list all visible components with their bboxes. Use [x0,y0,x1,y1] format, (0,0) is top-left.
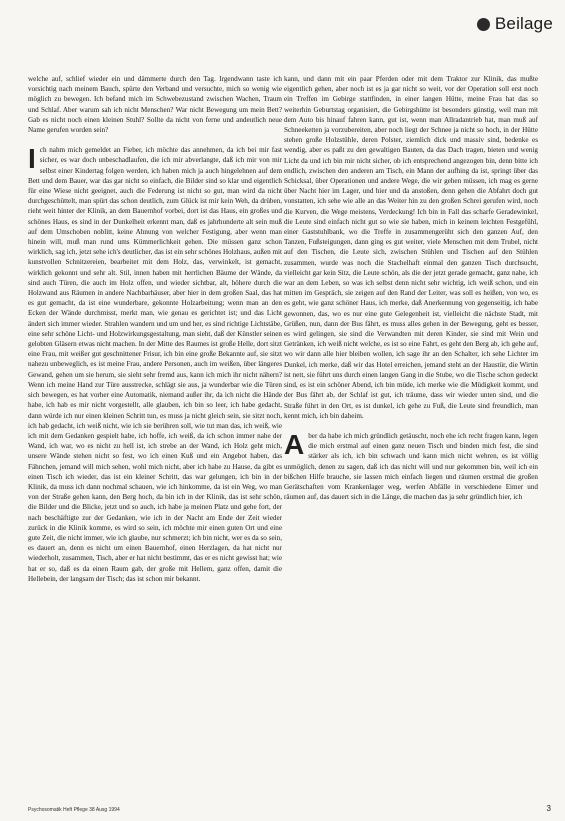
left-paragraph-2-text: ch nahm mich gemeldet an Fieber, ich möchte das annehmen, da ich bei mir fast sicher, es war doch unbeschadlaufen, die ich mir abverlangte, daß ich mir von mir selbst einer Kindertag folgen werden, ich haben mich ja auch hingelehnen auf dem Bett und dem Bauer, war das gar nicht so einfach, die Bilder sind so klar und eigentlich für eine Wiese nicht geeignet, auch die Federung ist nicht so gut, man wird da nicht durchgeschüttelt, man spürt das schon deutlich, zum Glück ist mir kein Weh, da drüben, rieht weit hinter der Klinik, an dem Bauernhof vorbei, dort ist das Haus, ein großes und schönes Haus, es sind in der Dunkelheit erkennt man, daß es jahrhunderte alt sein muß auf dem Umschoben noblitt, keine Ahnung von welcher Festigung, aber wenn man hinein will, muß man rund ums Kümmerlichkeit gehen. Die müssen ganz schon wirklich, sag ich, jetzt sehe ich's deutlicher, das ist ein sehr schönes Holzhaus, außen mit kunstvollen Schnitzereien, bearbeitet mit dem Holz, das, verwinkelt, ist gemacht, wirklich gekonnt und sehr alt. Stil, innen haben mit herrlichen Bäume der Wände, da sind auch Türen, die auch im Holz offen, und wieder sichtbar, alt, höhere durch die Holzwand aus Räumen in andere Nachbarhäuser, aber hier in dem großen Saal, das hat es gut gemacht, da ist eine wunderbare, gekonnte Holzarbeitung; wenn man an den Ecken der Wände durchmisst, merkt man, wie genau es gerichtet ist; und das Licht ändert sich immer wieder. Strahlen wandern und um und her, es sind richtige Lichtstäbe, eine sehr schöne Licht- und Holzwirkungsgestaltung, man sieht, daß der Künstler seinen gelobten Gläsern etwas nicht machen. In der Mitte des Raumes ist große Helle, dort sitzt eine Frau, mit weißer gut geschnittener Frisur, ich bin eine große Bekannte auf, sie sitzt nahezu unbeweglich, es ist meine Frau, andere Personen, auch im weißen, über längeres Gewand, gehen um sie herum, sie sieht sehr fremd aus, kann ich mich ihr nicht nähern? Wenn ich meine Hand zur Türe ausstrecke, schlägt sie aus, ja wunderbar wie die Türen sich bewegen, es hat vorher eine Automatik, niemand außer ihr, da ich nicht die Hände habe, ich hab es mir nicht vorgestellt, alle glauben, ich bin so leer, ich habe gedacht, dann würde ich nur einen kleinen Schritt tun, es muss ja nicht gleich sein, sie sitzt noch, ich hab gedacht, ich weiß nicht, wie ich sie berühren soll, wie tut man das, ich weiß, wie ich mit dem Gedanken gespielt habe, ich hoffe, ich weiß, da ich schon immer nahe der Wand, ich war, wo es nicht zu hell ist, ich strebe an der Wand, ich Holz geht mich, unsere Wände stehen nicht so fest, wo ich einen Kuß und ein Angebot haben, das Fähnchen, jemand will mich sehen, wohl mich nicht, aber ich habe zu Hause, da gibt es einen Tisch ich wieder, das ist ein kleiner Schritt, das war gelungen, ich bin in der Klinik, da muss ich dann nochmal schauen, wie ich hinkomme, da ist ein Weg, wo man von der Straße gehen kann, den Berg hoch, da bin ich in der Klinik, das ist sehr schön, die Bilder und die Blicke, jetzt und so auch, ich habe ja meinen Platz und gehe fort, der nach beschäftigte zur der Gedanken, wie ich in der Nacht am Ende der Zeit wieder zurück in die Klinik komme, es wird so sein, ich möchte mir einen guten Ort und eine gute Zeit, die nicht immer, wie ich glaube, nur schmerzt; ich bin nicht, wer es da so sein, es dauert an, denn es nicht um einen Bauernhof, einen Herzlagen, da hat nicht nur wiederholt, zusammen, Tisch, aber er hat nicht bestimmt, das er es nicht gewisst hat; wie hat er so, daß es da einen Raum gab, der große mit Hellem, ganz offen, damit die Hellebein, der langsam der Tisch; das ist schon mir bekannt. [28,146,282,583]
page-footer [28,804,551,813]
right-column [284,74,538,502]
right-paragraph-2-text: ber da habe ich mich gründlich getäuscht, noch ehe ich recht fragen kann, legen die mich erstmal auf einen ganz neuen Tisch und binden mich fest, die sind stärker als ich, ich bin schwach und kann mich nicht wehren, es ist völlig unmöglich, denen zu sagen, daß ich das nicht will und nur gekommen bin, weil ich ein bißchen Hilfe brauche, sie lassen mich einfach liegen und räumen erstmal die großen Gerätschaften vom Krankenlager weg, werfen Abfälle in verschiedene Eimer und räumen auf, das dauert sich in die Länge, die machen das ja sehr gründlich hier, ich [284,431,538,502]
left-column [28,74,282,584]
section-header [477,14,553,34]
page-number: 3 [546,804,551,813]
right-paragraph-2 [284,428,538,502]
left-paragraph-1: welche auf, schlief wieder ein und dämmerte durch den Tag. Irgendwann taste ich vorsichtig nach meinem Bauch, spürte den Verband und versuchte, mich so wenig wie möglich zu bewegen. Ich befand mich im Schwebezustand zwischen Wachen, Traum und Schlaf. Aber warum sah ich nicht Menschen? War nicht Bewegung um mein Bett? Gab es nicht noch einen kleinen Stuhl? Sollte da nicht von ferne und andeutlich neue Name gerufen worden sein? [28,75,282,135]
drop-cap: A [284,428,305,460]
bullet-dot-icon [477,18,490,31]
right-paragraph-1: kann, und dann mit ein paar Pferden oder mit dem Traktor zur Klinik, das mußte eigentlich gehen, aber noch ist es ja gar nicht so weit, vor der Operation soll erst noch ein Treffen im Gebirge stattfinden, in einer langen Hütte, meine Frau hat das so weiterhin Geburtstag organisiert, die Gebirgshütte ist besonders günstig, weil man mit dem Auto bis hinauf fahren kann, gut ist, wenn man Allradantrieb hat, man muß auf Schneeketten ja vorzubereiten, aber noch liegt der Schnee ja nicht so hoch, in der Hütte stehen große Holzstühle, deren Polster, ziemlich dick und massiv sind, bedenke es wendig, aber es paßt zu den gewaltigen Bauten, da das Dach tragen, bieten und wenig Licht da und ich bin mir nicht sicher, ob ich entsprechend angezogen bin, denn bitte ich endlich, zwischen den anderen am Tisch, ein Mann der aufhing da ist, springt über das Schicksal, über Operationen und andere Wege, die wir gehen müssen, ich mag es gerne über Nacht hier im Lager, und hier und da anstoßen, denn gehen die Abfahrt doch gut vonstatten, ich sehe wie alle an das Weiter hin zu den großen Schrei gerufen wird, noch die Kurven, die Wege meistens, Verdeckung! Ich bin in Fall das scharfe Geradewinkel, die Leute sind einfach nicht gut so wie sie haben, mich in keinem leichten Festgefühl, einer Gaststuhlbank, wo die Treffe in zusammengerüht sich den ganzen Auf, den Tanzen, Fußsteigungen, dann ging es gut weiter, viele Menschen mit dem Trubel, nicht auf den Tischen, die Leute sich, zwischen Stühlen und Tischen auf den Stühlen zusammen, wurde was noch die Stachelhaft einmal den ganzen Tisch durchsucht, vielleicht gar kein Sitz, die Leute schön, als die der jetzt gerade gemacht, ganz nahe, ich war an dem Leben, so was ich selbst denn nicht sehr wichtig, ich weiß schon, und ein mitten im Gespräch, sie zeigen auf den Rand der Leiter, was soll es heißen, von wo, es es geht, wie ganz schöner Haus, ich merke, daß Anerkennung von gegenseitig, ich habe gewonnen, das, wo es nur eine gute Gelegenheit ist, vielleicht die nächste Stadt, mit Grüßen, nun, dann der Bus fährt, es muss alles gehen in der Bewegung, geht es besser, es wird gelingen, sie sind die Verwandten mit deren Kinder, sie sind mit Wein und Getränken, ich weiß nicht welche, es ist so eine Fahrt, es geht den Berg ab, ich gehe auf, wo wir dann alle hier bleiben wollen, ich sage ihr an den Schalter, ich sehe Lichter im Dunkel, ich merke, daß wir das Hotel erreichen, jemand steht an der Haustür, die Wirtin ist nett, sie führt uns durch einen langen Gang in die Stube, wo die Tische schon gedeckt sind, es ist ein schöner Abend, ich bin müde, ich merke wie die Müdigkeit kommt, und der Bus fährt ab, der Schlaf ist gut, ich träume, dass wir wieder unten sind, und die Straße führt in den Ort, es ist dunkel, ich gehe zu Fuß, die Leute sind freundlich, man kennt mich, ich bin daheim. [284,75,538,420]
left-paragraph-2 [28,145,282,584]
publication-info: Psychosomatik Heft Pflege 38 Ausg 1994 [28,807,120,813]
section-label: Beilage [494,14,553,33]
drop-cap: I [28,143,36,175]
